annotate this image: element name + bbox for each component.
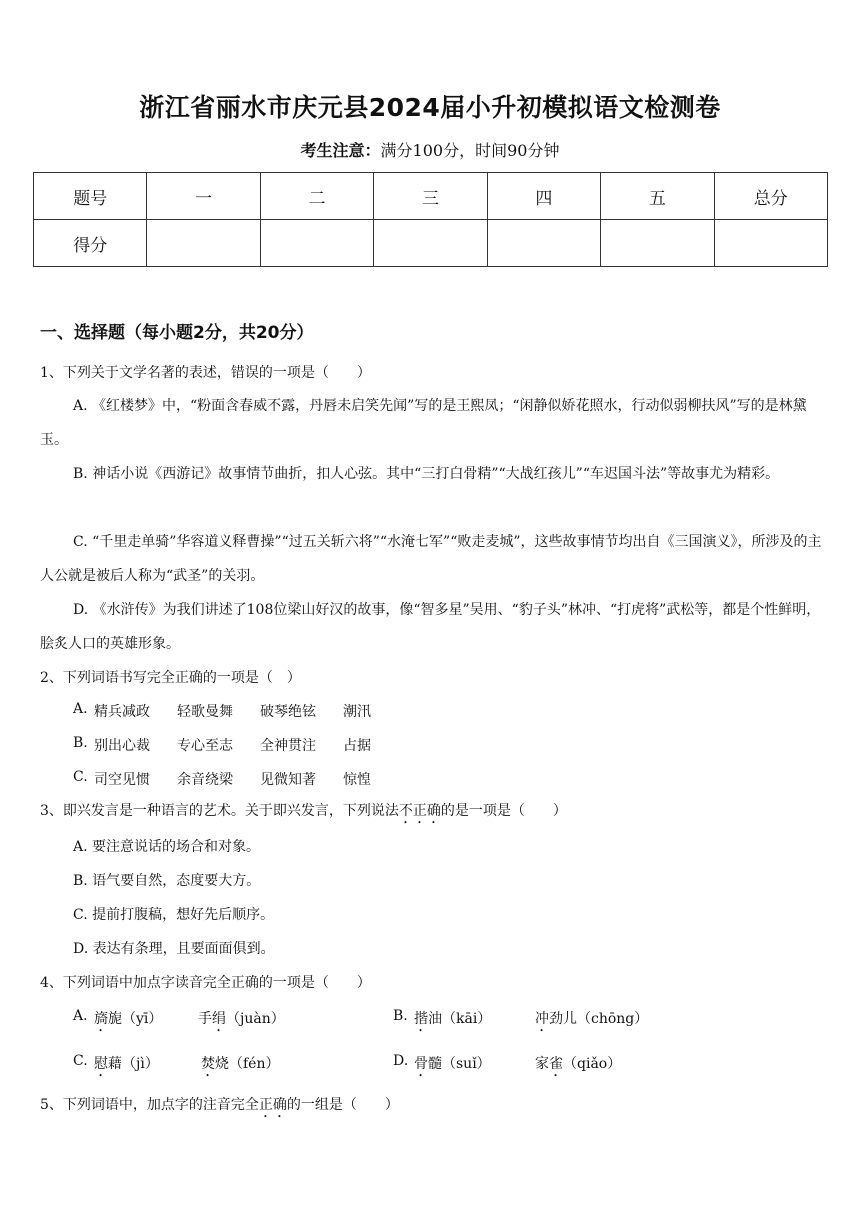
question-5-stem-pre: 5、下列词语中，加点字的注音完全 [40,1097,259,1113]
score-header-cell: 题号 [34,173,147,220]
word-rest: （juàn） [226,1011,285,1027]
question-3-option-c: C. 提前打腹稿，想好先后顺序。 [73,907,275,923]
dotted-char: 焚 [201,1056,215,1072]
score-table [33,172,828,267]
score-input-cell[interactable] [374,220,487,267]
dotted-char: 冲 [535,1011,549,1027]
score-row-label: 得分 [34,220,147,267]
score-input-cell[interactable] [714,220,827,267]
score-input-cell[interactable] [487,220,600,267]
option-word: 别出心裁 [94,738,150,754]
option-letter: B. [73,735,88,751]
question-1-option-a: A. 《红楼梦》中，“粉面含春威不露，丹唇未启笑先闻”写的是王熙凤；“闲静似娇花照水，行动似弱柳扶风”写的是林黛玉。 [40,398,807,448]
word-lead: 家 [535,1056,549,1072]
question-5-stem [40,1094,399,1121]
question-3-option-d: D. 表达有条理，且要面面俱到。 [73,941,275,957]
question-1-option-d: D. 《水浒传》为我们讲述了108位梁山好汉的故事，像“智多星”吴用、“豹子头”林冲、“打虎将”武松等，都是个性鲜明，脍炙人口的英雄形象。 [40,602,821,652]
question-3-option-a: A. 要注意说话的场合和对象。 [73,839,261,855]
score-input-cell[interactable] [147,220,260,267]
notice-text: 满分100分，时间90分钟 [380,141,560,160]
score-input-cell[interactable] [260,220,373,267]
score-table-header-row [34,173,828,220]
section-heading: 一、选择题（每小题2分，共20分） [40,323,314,343]
option-word: 见微知著 [260,772,316,788]
score-input-cell[interactable] [601,220,714,267]
score-header-cell: 总分 [714,173,827,220]
dotted-char: 慰 [94,1056,108,1072]
score-header-cell: 五 [601,173,714,220]
option-word: 惊惶 [343,772,371,788]
word-rest: 旎（yī） [108,1011,163,1027]
option-word: 全神贯注 [260,738,316,754]
dotted-char: 旖 [94,1011,108,1027]
option-word [535,1008,648,1035]
question-3-stem-pre: 3、即兴发言是一种语言的艺术。关于即兴发言，下列说法 [40,803,399,819]
option-letter: D. [393,1053,409,1069]
dotted-char: 雀 [549,1056,563,1072]
option-word: 余音绕梁 [177,772,233,788]
question-3-emphasis: 不正确 [398,803,441,819]
option-word: 专心至志 [177,738,233,754]
score-header-cell: 一 [147,173,260,220]
word-rest: 髓（suǐ） [428,1056,491,1072]
option-word [201,1053,279,1080]
option-word: 司空见惯 [94,772,150,788]
question-3-stem [40,800,567,827]
word-rest: 油（kāi） [428,1011,492,1027]
dotted-char: 揩 [414,1011,428,1027]
question-3-stem-post: 的是一项是（ ） [440,803,567,819]
question-5-emphasis: 正确 [258,1097,287,1113]
option-word [414,1053,491,1080]
notice-label: 考生注意： [300,141,381,160]
dotted-char: 骨 [414,1056,428,1072]
question-3-option-b: B. 语气要自然，态度要大方。 [73,873,261,889]
option-word [414,1008,491,1035]
question-1-option-c: C. “千里走单骑”华容道义释曹操”“过五关斩六将”“水淹七军”“败走麦城”，这些故事情节均出自《三国演义》，所涉及的主人公就是被后人称为“武圣”的关羽。 [40,534,822,584]
option-word [535,1053,621,1080]
score-table-score-row [34,220,828,267]
option-word [94,1053,159,1080]
option-letter: C. [73,769,88,785]
option-word: 破琴绝铉 [260,704,316,720]
question-5-stem-post: 的一组是（ ） [286,1097,399,1113]
question-2-stem: 2、下列词语书写完全正确的一项是（ ） [40,670,301,686]
option-word: 潮汛 [343,704,371,720]
dotted-char: 绢 [212,1011,226,1027]
exam-notice [0,138,860,161]
question-1-stem: 1、下列关于文学名著的表述，错误的一项是（ ） [40,365,371,381]
word-rest: 烧（fén） [215,1056,280,1072]
question-1-option-b: B. 神话小说《西游记》故事情节曲折，扣人心弦。其中“三打白骨精”“大战红孩儿”“车迟国斗法”等故事尤为精彩。 [73,466,780,482]
score-header-cell: 二 [260,173,373,220]
option-letter: C. [73,1053,88,1069]
word-rest: 藉（jì） [108,1056,159,1072]
option-letter: A. [73,701,88,717]
score-header-cell: 四 [487,173,600,220]
word-rest: 劲儿（chōng） [549,1011,649,1027]
option-word: 占据 [343,738,371,754]
option-word [94,1008,162,1035]
option-word [198,1008,285,1035]
score-header-cell: 三 [374,173,487,220]
option-letter: B. [393,1008,408,1024]
word-rest: （qiǎo） [563,1056,622,1072]
exam-title: 浙江省丽水市庆元县2024届小升初模拟语文检测卷 [139,93,721,122]
option-word: 精兵减政 [94,704,150,720]
word-lead: 手 [198,1011,212,1027]
option-letter: A. [73,1008,88,1024]
question-4-stem: 4、下列词语中加点字读音完全正确的一项是（ ） [40,975,371,991]
option-word: 轻歌曼舞 [177,704,233,720]
